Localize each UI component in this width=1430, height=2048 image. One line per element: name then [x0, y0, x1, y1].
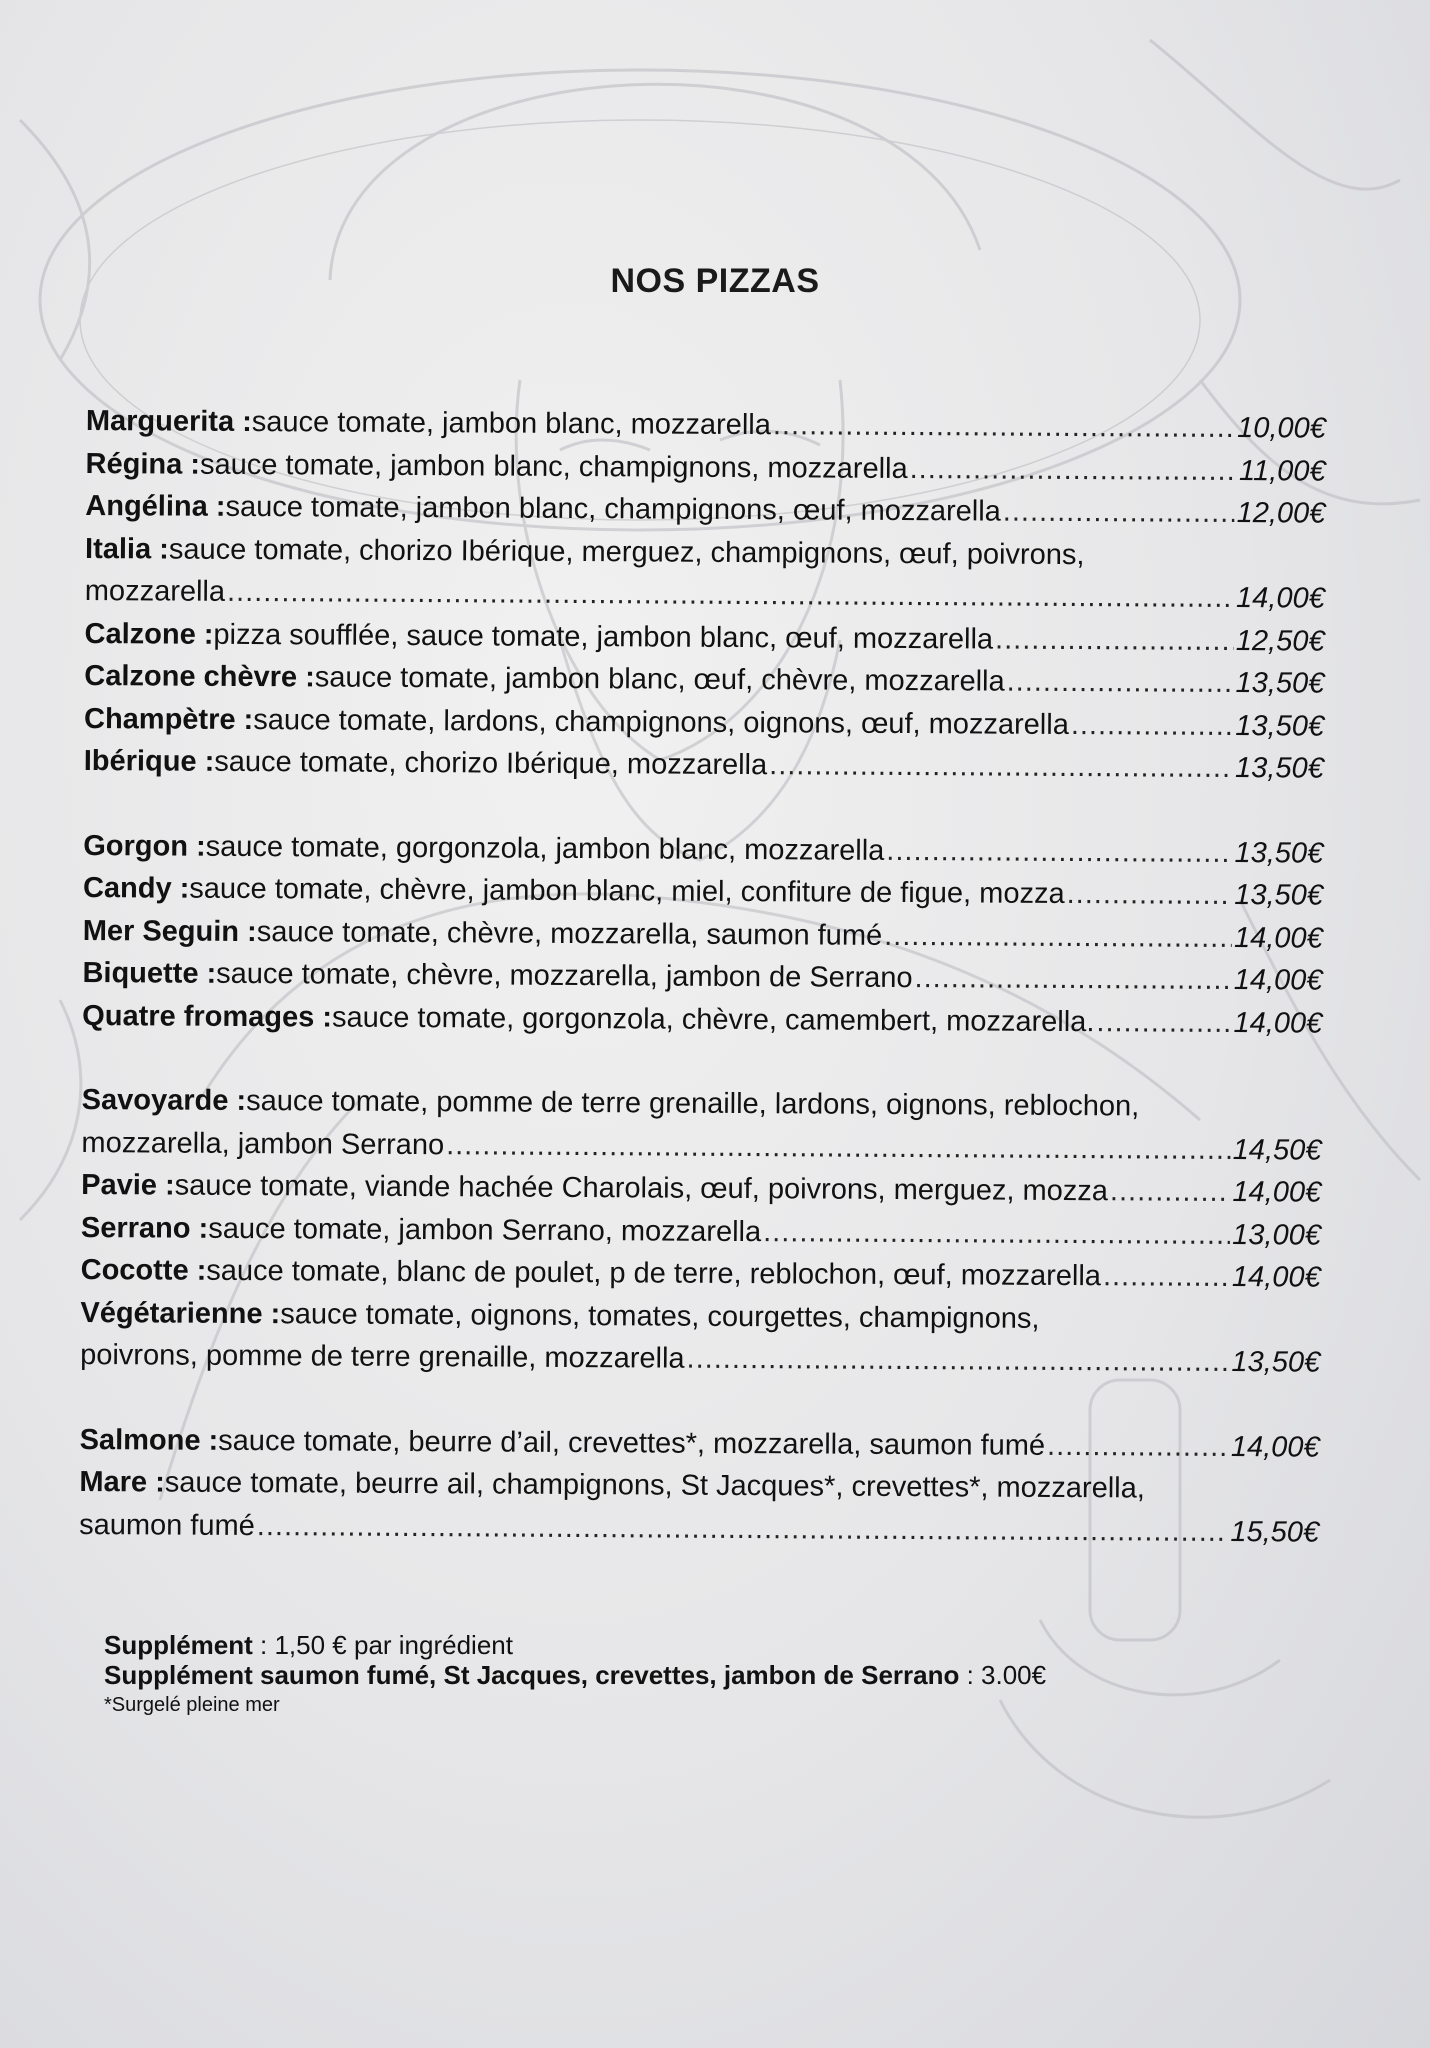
- item-description: sauce tomate, jambon blanc, champignons, œuf, mozzarella: [225, 490, 1001, 528]
- item-name: Végétarienne :: [80, 1296, 281, 1330]
- menu-item: [86, 400, 1326, 450]
- dot-leader: [446, 1124, 1231, 1171]
- footnote: *Surgelé pleine mer: [104, 1694, 280, 1716]
- item-description: sauce tomate, chèvre, mozzarella, jambon de Serrano: [216, 957, 913, 995]
- menu-item: [84, 740, 1324, 790]
- dot-leader: [910, 448, 1238, 492]
- menu-item: [82, 1079, 1322, 1129]
- menu-item: [80, 1418, 1320, 1468]
- supplement-notes: [104, 1630, 1304, 1720]
- supplement-premium-text: : 3.00€: [959, 1660, 1047, 1690]
- dot-leader: [769, 744, 1233, 789]
- item-description: sauce tomate, oignons, tomates, courgettes, champignons,: [280, 1297, 1040, 1335]
- item-name: Calzone chèvre :: [84, 659, 315, 694]
- item-description: sauce tomate, gorgonzola, chèvre, camembert, mozzarella.: [331, 1001, 1095, 1038]
- dot-leader: [884, 914, 1232, 959]
- dot-leader: [686, 1338, 1229, 1384]
- menu-item: [84, 655, 1324, 705]
- menu-item: [84, 697, 1324, 747]
- item-name: Candy :: [82, 871, 190, 905]
- item-name: Angélina :: [85, 489, 226, 523]
- menu-item: [85, 442, 1325, 492]
- item-price: 13,50€: [1235, 709, 1325, 743]
- item-price: 14,00€: [1236, 582, 1325, 615]
- menu-item: [81, 1164, 1321, 1214]
- dot-leader: [1096, 1001, 1231, 1044]
- item-price: 14,00€: [1233, 1006, 1323, 1040]
- item-description-continued: saumon fumé: [79, 1508, 255, 1542]
- item-name: Pavie :: [81, 1168, 175, 1202]
- item-description: sauce tomate, beurre d’ail, crevettes*, mozzarella, saumon fumé: [218, 1424, 1046, 1462]
- dot-leader: [914, 957, 1231, 1001]
- item-name: Italia :: [84, 532, 170, 566]
- item-description-continued: mozzarella, jambon Serrano: [81, 1126, 445, 1161]
- dot-leader: [1071, 704, 1234, 747]
- menu-item-continuation: [79, 1503, 1319, 1553]
- item-description: sauce tomate, jambon blanc, champignons, mozzarella: [199, 448, 908, 485]
- item-price: 14,00€: [1231, 1261, 1321, 1294]
- pizza-list: [79, 400, 1326, 1596]
- item-price: 13,50€: [1234, 836, 1324, 870]
- supplement-premium-line: [104, 1660, 1304, 1690]
- item-description: pizza soufflée, sauce tomate, jambon blanc, œuf, mozzarella: [213, 618, 994, 656]
- item-price: 15,50€: [1230, 1515, 1320, 1549]
- item-name: Régina :: [85, 447, 201, 481]
- item-description: sauce tomate, chorizo Ibérique, merguez, champignons, œuf, poivrons,: [168, 533, 1085, 571]
- dot-leader: [1067, 873, 1233, 917]
- dot-leader: [1003, 491, 1235, 535]
- item-name: Mare :: [79, 1465, 165, 1499]
- item-description: sauce tomate, jambon blanc, œuf, chèvre, mozzarella: [314, 661, 1005, 698]
- item-name: Mer Seguin :: [82, 914, 257, 948]
- item-name: Salmone :: [79, 1423, 219, 1457]
- item-name: Gorgon :: [83, 829, 206, 863]
- item-description: sauce tomate, blanc de poulet, p de terre, reblochon, œuf, mozzarella: [206, 1254, 1102, 1293]
- item-price: 13,50€: [1234, 752, 1324, 785]
- menu-section: [80, 1079, 1322, 1384]
- dot-leader: [773, 404, 1236, 449]
- menu-section: [79, 1418, 1320, 1553]
- menu-item-continuation: [85, 570, 1325, 620]
- dot-leader: [1103, 1255, 1230, 1298]
- supplement-premium-label: Supplément saumon fumé, St Jacques, crevettes, jambon de Serrano: [104, 1660, 960, 1690]
- menu-item: [80, 1291, 1320, 1341]
- item-price: 14,00€: [1230, 1430, 1320, 1464]
- item-price: 12,00€: [1236, 497, 1326, 530]
- item-description-continued: poivrons, pomme de terre grenaille, mozzarella: [80, 1338, 685, 1375]
- menu-item: [81, 1206, 1321, 1256]
- item-description: sauce tomate, chorizo Ibérique, mozzarella: [214, 745, 768, 782]
- item-name: Quatre fromages :: [82, 999, 333, 1034]
- supplement-text: : 1,50 € par ingrédient: [252, 1630, 513, 1660]
- item-description: sauce tomate, jambon Serrano, mozzarella: [208, 1212, 762, 1248]
- dot-leader: [1047, 1424, 1229, 1468]
- menu-item: [83, 867, 1323, 917]
- item-price: 10,00€: [1237, 412, 1326, 445]
- item-price: 13,50€: [1234, 879, 1324, 912]
- supplement-label: Supplément: [104, 1630, 253, 1660]
- supplement-line: [104, 1630, 1304, 1660]
- menu-item: [83, 824, 1323, 874]
- item-price: 14,00€: [1233, 964, 1323, 997]
- menu-item: [84, 612, 1324, 662]
- dot-leader: [886, 829, 1232, 874]
- dot-leader: [257, 1505, 1229, 1553]
- menu-item: [82, 994, 1322, 1044]
- item-name: Champètre :: [83, 702, 254, 736]
- menu-item: [82, 952, 1322, 1002]
- menu-item: [85, 527, 1325, 577]
- menu-item: [85, 485, 1325, 535]
- item-price: 14,50€: [1232, 1133, 1322, 1167]
- item-price: 13,00€: [1232, 1218, 1322, 1252]
- item-price: 12,50€: [1235, 624, 1325, 658]
- dot-leader: [227, 571, 1234, 620]
- menu-section: [82, 824, 1323, 1044]
- item-name: Calzone :: [84, 617, 214, 651]
- item-description: sauce tomate, jambon blanc, mozzarella: [251, 406, 771, 442]
- item-description: sauce tomate, lardons, champignons, oignons, œuf, mozzarella: [253, 703, 1069, 741]
- item-name: Ibérique :: [83, 744, 215, 778]
- item-name: Savoyarde :: [81, 1083, 247, 1117]
- item-description: sauce tomate, pomme de terre grenaille, lardons, oignons, reblochon,: [246, 1084, 1140, 1123]
- menu-item-continuation: [81, 1121, 1321, 1171]
- item-description: sauce tomate, viande hachée Charolais, œuf, poivrons, merguez, mozza: [174, 1169, 1109, 1208]
- item-price: 13,50€: [1235, 667, 1325, 700]
- dot-leader: [1007, 661, 1234, 705]
- dot-leader: [763, 1211, 1230, 1256]
- menu-item: [79, 1461, 1319, 1511]
- item-price: 11,00€: [1238, 454, 1326, 488]
- item-description: sauce tomate, chèvre, mozzarella, saumon fumé: [256, 915, 883, 952]
- item-name: Biquette :: [82, 956, 217, 990]
- item-price: 14,00€: [1232, 1176, 1322, 1209]
- item-price: 14,00€: [1233, 921, 1323, 955]
- item-name: Serrano :: [80, 1211, 209, 1245]
- menu-item: [83, 909, 1323, 959]
- menu-section: [84, 400, 1326, 790]
- menu-item-continuation: [80, 1334, 1320, 1384]
- item-description: sauce tomate, chèvre, jambon blanc, miel, confiture de figue, mozza: [189, 872, 1065, 910]
- menu-item: [81, 1249, 1321, 1299]
- item-description-continued: mozzarella: [84, 574, 226, 608]
- item-description: sauce tomate, beurre ail, champignons, St Jacques*, crevettes*, mozzarella,: [164, 1466, 1145, 1505]
- item-price: 13,50€: [1231, 1346, 1321, 1379]
- menu-title: NOS PIZZAS: [610, 262, 820, 300]
- item-name: Cocotte :: [80, 1253, 207, 1287]
- dot-leader: [1110, 1170, 1231, 1213]
- dot-leader: [995, 618, 1234, 662]
- item-name: Marguerita :: [85, 404, 252, 439]
- item-description: sauce tomate, gorgonzola, jambon blanc, mozzarella: [205, 830, 885, 867]
